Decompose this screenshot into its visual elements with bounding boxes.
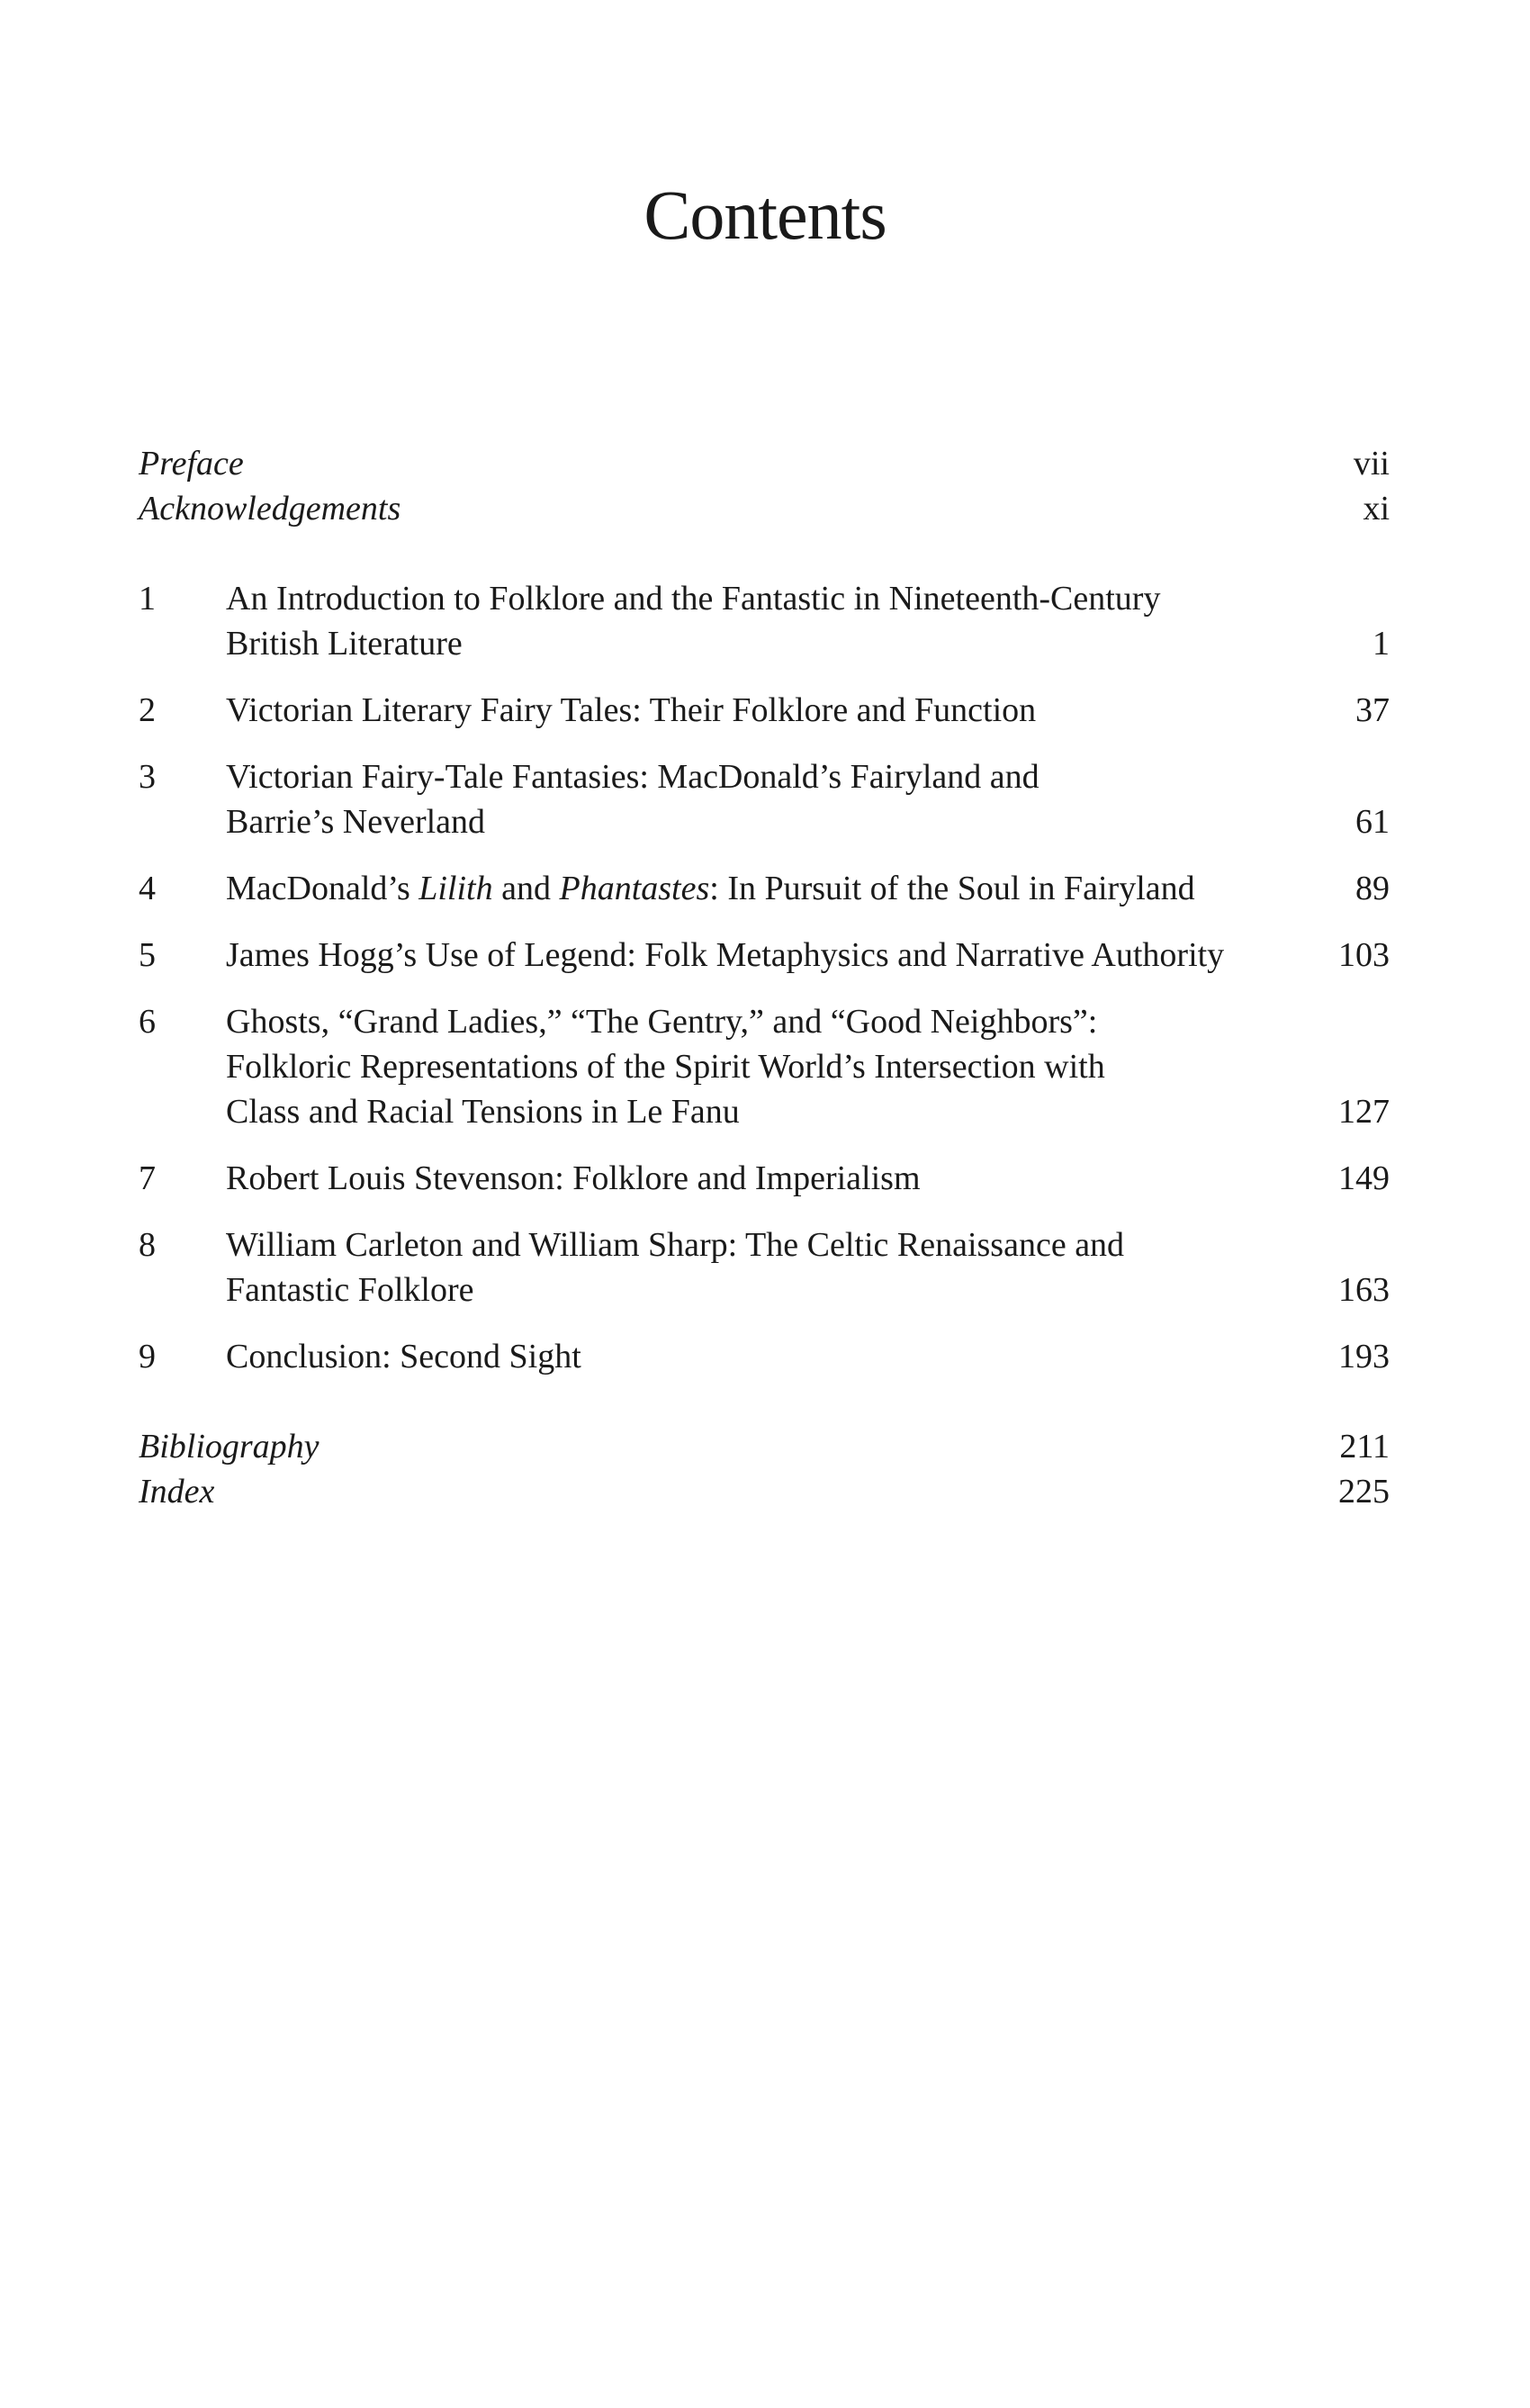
chapter-title — [226, 754, 1306, 844]
entry-label: Bibliography — [139, 1428, 320, 1466]
chapter-number: 1 — [139, 580, 156, 618]
chapter-page: 163 — [1338, 1271, 1390, 1309]
entry-page: vii — [1353, 445, 1390, 483]
chapter-page: 61 — [1355, 803, 1390, 841]
chapter-number: 2 — [139, 691, 156, 729]
chapter-title-line: Conclusion: Second Sight — [226, 1338, 581, 1375]
chapter-title — [226, 866, 1306, 911]
chapter-title-line: James Hogg’s Use of Legend: Folk Metaphysics and Narrative Authority — [226, 936, 1225, 974]
chapter-number: 4 — [139, 870, 156, 907]
chapter-title-line: Victorian Literary Fairy Tales: Their Folklore and Function — [226, 691, 1037, 729]
chapter-page: 1 — [1372, 625, 1390, 663]
chapter-title-line: Class and Racial Tensions in Le Fanu — [226, 1093, 740, 1131]
chapter-page: 193 — [1338, 1338, 1390, 1375]
toc-entry-chapter-4[interactable] — [139, 866, 1390, 911]
chapter-page: 89 — [1355, 870, 1390, 907]
chapter-number: 7 — [139, 1159, 156, 1197]
entry-page: xi — [1363, 490, 1390, 528]
toc-entry-chapter-6[interactable] — [139, 999, 1390, 1134]
chapter-title-line: British Literature — [226, 625, 463, 663]
chapter-page: 149 — [1338, 1159, 1390, 1197]
toc-entry-chapter-3[interactable] — [139, 754, 1390, 844]
entry-page: 225 — [1338, 1473, 1390, 1511]
toc-entry-acknowledgements[interactable] — [139, 486, 1390, 531]
chapter-title — [226, 1222, 1306, 1312]
chapter-page: 37 — [1355, 691, 1390, 729]
chapter-number: 3 — [139, 758, 156, 796]
entry-label: Preface — [139, 445, 244, 483]
chapter-number: 6 — [139, 1003, 156, 1041]
chapter-page: 103 — [1338, 936, 1390, 974]
toc-entry-bibliography[interactable] — [139, 1424, 1390, 1469]
chapter-title-line: An Introduction to Folklore and the Fantastic in Nineteenth-Century — [226, 580, 1161, 618]
chapter-title-line: Robert Louis Stevenson: Folklore and Imperialism — [226, 1159, 921, 1197]
chapter-number: 8 — [139, 1226, 156, 1264]
toc-entry-chapter-1[interactable] — [139, 576, 1390, 666]
book-title-lilith: Lilith — [418, 870, 493, 907]
toc-entry-chapter-9[interactable] — [139, 1334, 1390, 1379]
chapter-title-line: Fantastic Folklore — [226, 1271, 474, 1309]
chapter-title-line: Folkloric Representations of the Spirit World’s Intersection with — [226, 1048, 1105, 1086]
chapter-title-line: MacDonald’s Lilith and Phantastes: In Pursuit of the Soul in Fairyland — [226, 870, 1195, 907]
toc-entry-chapter-5[interactable] — [139, 933, 1390, 978]
chapter-page: 127 — [1338, 1093, 1390, 1131]
toc-entry-chapter-7[interactable] — [139, 1156, 1390, 1201]
chapter-title-line: William Carleton and William Sharp: The Celtic Renaissance and — [226, 1226, 1125, 1264]
chapter-title — [226, 576, 1306, 666]
chapter-title — [226, 1334, 1306, 1379]
chapter-number: 5 — [139, 936, 156, 974]
chapter-number: 9 — [139, 1338, 156, 1375]
chapter-title — [226, 688, 1306, 733]
toc-entry-index[interactable] — [139, 1469, 1390, 1514]
table-of-contents — [139, 441, 1390, 1514]
chapter-title — [226, 1156, 1306, 1201]
entry-page: 211 — [1339, 1428, 1390, 1466]
book-title-phantastes: Phantastes — [559, 870, 710, 907]
entry-label: Index — [139, 1473, 215, 1511]
chapter-title — [226, 933, 1306, 978]
chapter-title-line: Victorian Fairy-Tale Fantasies: MacDonald’s Fairyland and — [226, 758, 1040, 796]
entry-label: Acknowledgements — [139, 490, 401, 528]
toc-entry-chapter-8[interactable] — [139, 1222, 1390, 1312]
toc-entry-chapter-2[interactable] — [139, 688, 1390, 733]
chapter-title-line: Ghosts, “Grand Ladies,” “The Gentry,” and “Good Neighbors”: — [226, 1003, 1098, 1041]
chapter-title-line: Barrie’s Neverland — [226, 803, 486, 841]
toc-entry-preface[interactable] — [139, 441, 1390, 486]
page-title: Contents — [644, 176, 886, 254]
chapter-title — [226, 999, 1306, 1134]
